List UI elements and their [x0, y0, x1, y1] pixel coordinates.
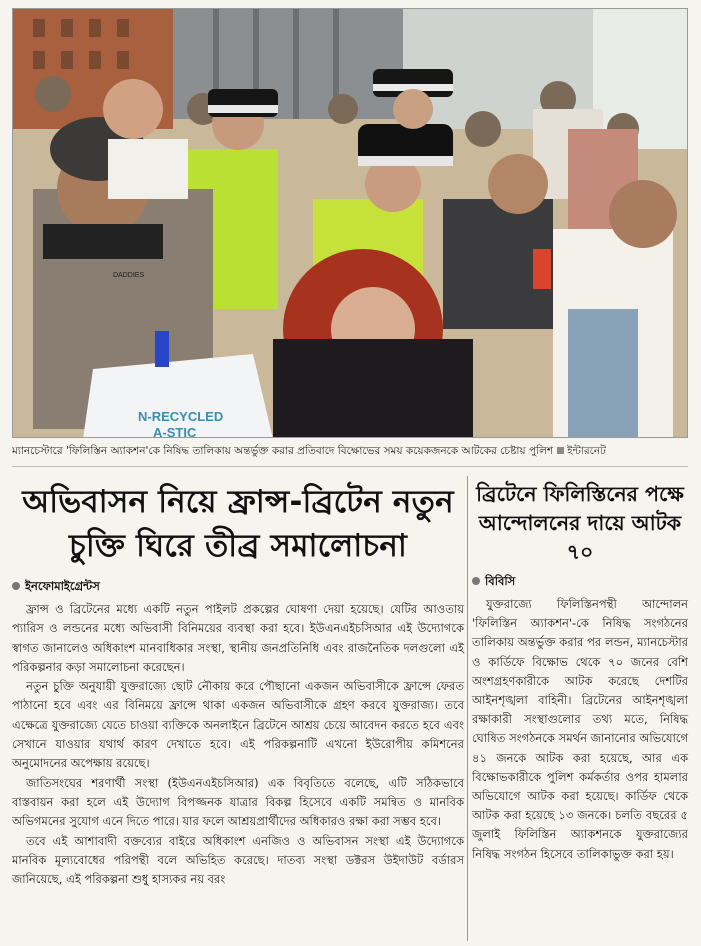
right-byline-text: বিবিসি — [485, 574, 516, 588]
column-divider — [467, 476, 468, 941]
left-byline-text: ইনফোমাইগ্রেন্টস — [25, 579, 100, 593]
left-body — [12, 600, 464, 889]
right-headline: ব্রিটেনে ফিলিস্তিনের পক্ষে আন্দোলনের দায়ে আটক ৭০ — [476, 482, 684, 564]
left-byline — [12, 578, 464, 597]
left-paragraph: তবে এই আশাবাদী বক্তব্যের বাইরে অধিকাংশ এনজিও ও অভিবাসন সংস্থা এই উদ্যোগকে মানবিক মূল্যবোধের পরিপন্থী বলে অভিহিত করেছে। দাতব্য সংস্থা ডক্টরস উইদাউট বর্ডারস জানিয়েছে, এই পরিকল্পনা শুধু হাস্যকর নয় বরং — [12, 833, 464, 887]
caption-text: ম্যানচেস্টারে 'ফিলিস্তিন অ্যাকশন'কে নিষিদ্ধ তালিকায় অন্তর্ভুক্ত করার প্রতিবাদে বিক্ষোভের সময় কয়েকজনকে আটকের চেষ্টায় পুলিশ — [12, 445, 554, 457]
right-byline — [472, 573, 688, 592]
right-body — [472, 595, 688, 864]
left-paragraph: জাতিসংঘের শরণার্থী সংস্থা (ইউএনএইচসিআর) এক বিবৃতিতে বলেছে, এটি সঠিকভাবে বাস্তবায়ন করা হলে এই উদ্যোগ বিপজ্জনক যাত্রার বিকল্প হিসেবে একটি সমন্বিত ও মানবিক অভিগমনের সুযোগ এনে দিতে পারে। যার ফলে আশ্রয়প্রার্থীদের অধিকারও রক্ষা করা সম্ভব হবে। — [12, 775, 464, 829]
right-paragraph: যুক্তরাজ্যে ফিলিস্তিনপন্থী আন্দোলন 'ফিলিস্তিন অ্যাকশন'-কে নিষিদ্ধ সংগঠনের তালিকায় অন্তর্ভুক্ত করার পর লন্ডন, ম্যানচেস্টার ও কার্ডিফে বিক্ষোভ থেকে ৭০ জনের বেশি অংশগ্রহণকারীকে আটক করেছে দেশটির আইনশৃঙ্খলা বাহিনী। ব্রিটেনের আইনশৃঙ্খলা রক্ষাকারী সংস্থাগুলোর তথ্য মতে, নিষিদ্ধ ঘোষিত সংগঠনকে সমর্থন জানানোর অভিযোগে ৪১ জনকে আটক করা হয়েছে, আর এক বিক্ষোভকারীকে পুলিশ কর্মকর্তার ওপর হামলার অভিযোগে আটক করা হয়েছে। কার্ডিফ থেকে আটক করা হয়েছে ১৩ জনকে। চলতি বছরের ৫ জুলাই ফিলিস্তিন অ্যাকশনকে যুক্তরাজ্যের নিষিদ্ধ সংগঠন হিসেবে তালিকাভুক্ত করা হয়। — [472, 597, 688, 861]
photo-caption — [12, 442, 688, 460]
bullet-icon — [12, 582, 20, 590]
news-photo — [12, 8, 688, 438]
right-article — [472, 476, 688, 864]
shirt-badge: DADDIES — [113, 272, 145, 279]
left-paragraph: ফ্রান্স ও ব্রিটেনের মধ্যে একটি নতুন পাইলট প্রকল্পের ঘোষণা দেয়া হয়েছে। যেটির আওতায় প্যারিস ও লন্ডনের মধ্যে অভিবাসী বিনিময়ের ব্যবস্থা করা হবে। ইউএনএইচসিআর এই উদ্যোগকে স্বাগত জানালেও অধিকাংশ মানবাধিকার সংস্থা, স্থানীয় জনপ্রতিনিধি এবং রাজনৈতিক দলগুলো এই পরিকল্পনার কড়া সমালোচনা করেছেন। — [12, 602, 464, 674]
credit-square-icon — [557, 447, 564, 454]
caption-credit: ইন্টারনেট — [567, 445, 606, 457]
left-article — [12, 476, 464, 889]
bag-text-1: N-RECYCLED — [138, 409, 224, 424]
bullet-icon — [472, 577, 480, 585]
left-paragraph: নতুন চুক্তি অনুযায়ী যুক্তরাজ্যে ছোট নৌকায় করে পৌছানো একজন অভিবাসীকে ফ্রান্সে ফেরত পাঠানো হবে এবং এর বিনিময়ে ফ্রান্সে থাকা একজন অভিবাসীকে গ্রহণ করবে যুক্তরাজ্য। তবে এক্ষেত্রে যুক্তরাজ্যে যেতে চাওয়া ব্যক্তিকে অনলাইনে ব্রিটেনে আশ্রয় চেয়ে আবেদন করতে হবে এবং সেখানে যাওয়ার যথার্থ কারণ দেখাতে হবে। এই পরিকল্পনাটি এখনো ইউরোপীয় কমিশনের অনুমোদনের অপেক্ষায় রয়েছে। — [12, 679, 464, 771]
divider — [12, 466, 688, 467]
left-headline: অভিবাসন নিয়ে ফ্রান্স-ব্রিটেন নতুন চুক্তি ঘিরে তীব্র সমালোচনা — [22, 484, 454, 564]
bag-text-2: A-STIC — [153, 425, 197, 438]
